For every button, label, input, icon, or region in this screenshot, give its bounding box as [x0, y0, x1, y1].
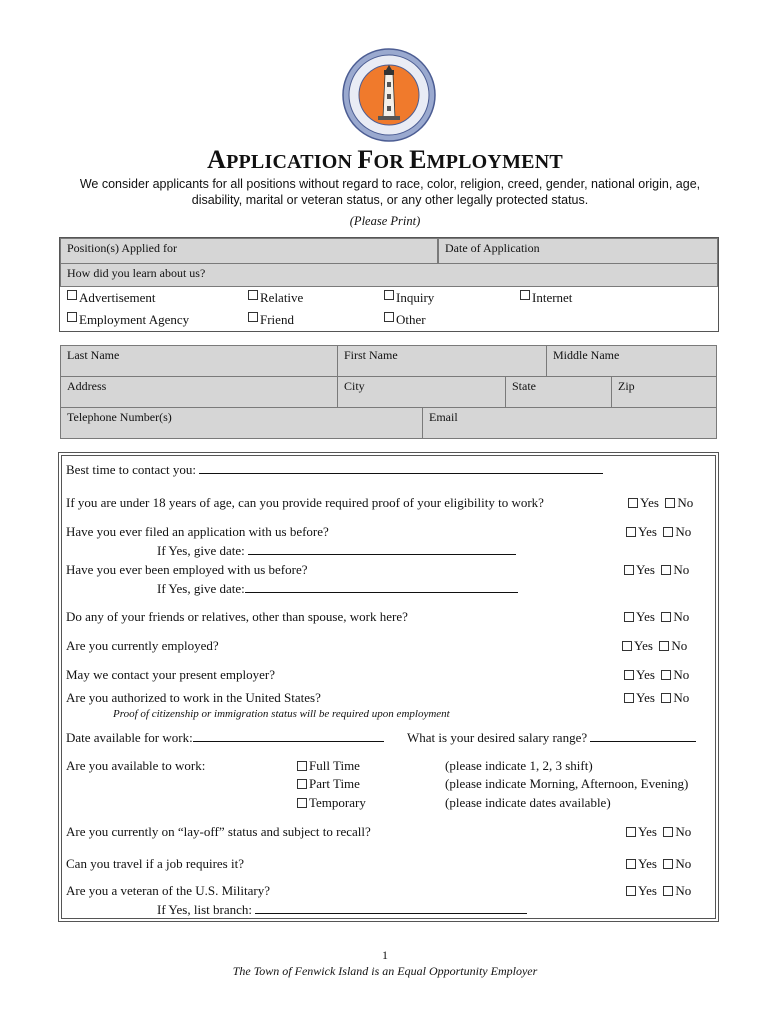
- available-to-work-label: Are you available to work:: [66, 758, 206, 773]
- full-time-note: (please indicate 1, 2, 3 shift): [445, 758, 593, 773]
- question-filed-before: Have you ever filed an application with us before?: [66, 524, 329, 539]
- question-authorized: Are you authorized to work in the United States?: [66, 690, 321, 705]
- option-advertisement[interactable]: Advertisement: [67, 290, 156, 306]
- please-print-note: (Please Print): [349, 214, 421, 228]
- no-checkbox[interactable]: [659, 641, 669, 651]
- zip-field[interactable]: Zip: [611, 376, 717, 408]
- date-of-application-field[interactable]: Date of Application: [438, 238, 718, 264]
- option-part-time[interactable]: Part Time: [297, 776, 360, 792]
- option-other[interactable]: Other: [384, 312, 426, 328]
- no-checkbox[interactable]: [663, 859, 673, 869]
- checkbox[interactable]: [297, 761, 307, 771]
- no-checkbox[interactable]: [663, 886, 673, 896]
- option-internet[interactable]: Internet: [520, 290, 572, 306]
- learn-about-us-label: How did you learn about us?: [60, 263, 718, 287]
- temporary-note: (please indicate dates available): [445, 795, 611, 810]
- employed-date-line[interactable]: [245, 580, 518, 593]
- option-friend[interactable]: Friend: [248, 312, 294, 328]
- salary-row: What is your desired salary range?: [407, 729, 696, 746]
- yes-checkbox[interactable]: [626, 859, 636, 869]
- part-time-note: (please indicate Morning, Afternoon, Evening): [445, 776, 689, 791]
- nondiscrimination-statement: We consider applicants for all positions without regard to race, color, religion, creed, gender, national origin, age, disability, marital or veteran status, or any other legally protected status.: [79, 177, 701, 207]
- question-currently-employed: Are you currently employed?: [66, 638, 219, 653]
- date-available-row: Date available for work:: [66, 729, 384, 746]
- no-checkbox[interactable]: [665, 498, 675, 508]
- filed-date-row: If Yes, give date:: [157, 542, 516, 559]
- veteran-branch-row: If Yes, list branch:: [157, 901, 527, 918]
- filed-before-yes-no[interactable]: Yes No: [626, 524, 691, 540]
- yes-checkbox[interactable]: [626, 527, 636, 537]
- option-employment-agency[interactable]: Employment Agency: [67, 312, 189, 328]
- question-under-18: If you are under 18 years of age, can you provide required proof of your eligibility to work?: [66, 495, 544, 510]
- question-veteran: Are you a veteran of the U.S. Military?: [66, 883, 270, 898]
- option-temporary[interactable]: Temporary: [297, 795, 366, 811]
- veteran-branch-line[interactable]: [255, 901, 527, 914]
- checkbox[interactable]: [520, 290, 530, 300]
- best-time-row: Best time to contact you:: [66, 461, 603, 478]
- telephone-field[interactable]: Telephone Number(s): [60, 407, 423, 439]
- proof-note: Proof of citizenship or immigration status will be required upon employment: [113, 708, 450, 720]
- no-checkbox[interactable]: [661, 693, 671, 703]
- address-field[interactable]: Address: [60, 376, 338, 408]
- yes-checkbox[interactable]: [624, 612, 634, 622]
- yes-checkbox[interactable]: [624, 670, 634, 680]
- question-contact-employer: May we contact your present employer?: [66, 667, 276, 682]
- currently-employed-yes-no[interactable]: Yes No: [622, 638, 687, 654]
- employed-before-yes-no[interactable]: Yes No: [624, 562, 689, 578]
- position-field[interactable]: Position(s) Applied for: [60, 238, 438, 264]
- checkbox[interactable]: [297, 779, 307, 789]
- question-layoff: Are you currently on “lay-off” status and subject to recall?: [66, 824, 371, 839]
- middle-name-field[interactable]: Middle Name: [546, 345, 717, 377]
- veteran-yes-no[interactable]: Yes No: [626, 883, 691, 899]
- layoff-yes-no[interactable]: Yes No: [626, 824, 691, 840]
- eeo-statement: The Town of Fenwick Island is an Equal Opportunity Employer: [232, 964, 538, 978]
- no-checkbox[interactable]: [663, 527, 673, 537]
- checkbox[interactable]: [248, 290, 258, 300]
- employed-date-row: If Yes, give date:: [157, 580, 518, 597]
- checkbox[interactable]: [67, 290, 77, 300]
- date-available-line[interactable]: [193, 729, 384, 742]
- question-travel: Can you travel if a job requires it?: [66, 856, 244, 871]
- filed-date-line[interactable]: [248, 542, 516, 555]
- under-18-yes-no[interactable]: Yes No: [628, 495, 693, 511]
- travel-yes-no[interactable]: Yes No: [626, 856, 691, 872]
- email-field[interactable]: Email: [422, 407, 717, 439]
- option-full-time[interactable]: Full Time: [297, 758, 360, 774]
- yes-checkbox[interactable]: [624, 693, 634, 703]
- authorized-yes-no[interactable]: Yes No: [624, 690, 689, 706]
- no-checkbox[interactable]: [661, 565, 671, 575]
- yes-checkbox[interactable]: [626, 827, 636, 837]
- yes-checkbox[interactable]: [624, 565, 634, 575]
- contact-employer-yes-no[interactable]: Yes No: [624, 667, 689, 683]
- page-title: APPLICATION FOR EMPLOYMENT: [207, 145, 563, 174]
- checkbox[interactable]: [248, 312, 258, 322]
- question-friends-relatives: Do any of your friends or relatives, other than spouse, work here?: [66, 609, 408, 624]
- last-name-field[interactable]: Last Name: [60, 345, 338, 377]
- page-number: 1: [382, 948, 388, 962]
- checkbox[interactable]: [384, 290, 394, 300]
- salary-line[interactable]: [590, 729, 696, 742]
- yes-checkbox[interactable]: [626, 886, 636, 896]
- friends-relatives-yes-no[interactable]: Yes No: [624, 609, 689, 625]
- no-checkbox[interactable]: [663, 827, 673, 837]
- no-checkbox[interactable]: [661, 612, 671, 622]
- town-seal-logo: [342, 48, 436, 142]
- city-field[interactable]: City: [337, 376, 506, 408]
- first-name-field[interactable]: First Name: [337, 345, 547, 377]
- best-time-line[interactable]: [199, 461, 603, 474]
- yes-checkbox[interactable]: [622, 641, 632, 651]
- option-inquiry[interactable]: Inquiry: [384, 290, 434, 306]
- question-employed-before: Have you ever been employed with us before?: [66, 562, 308, 577]
- option-relative[interactable]: Relative: [248, 290, 303, 306]
- yes-checkbox[interactable]: [628, 498, 638, 508]
- no-checkbox[interactable]: [661, 670, 671, 680]
- state-field[interactable]: State: [505, 376, 612, 408]
- checkbox[interactable]: [67, 312, 77, 322]
- checkbox[interactable]: [297, 798, 307, 808]
- checkbox[interactable]: [384, 312, 394, 322]
